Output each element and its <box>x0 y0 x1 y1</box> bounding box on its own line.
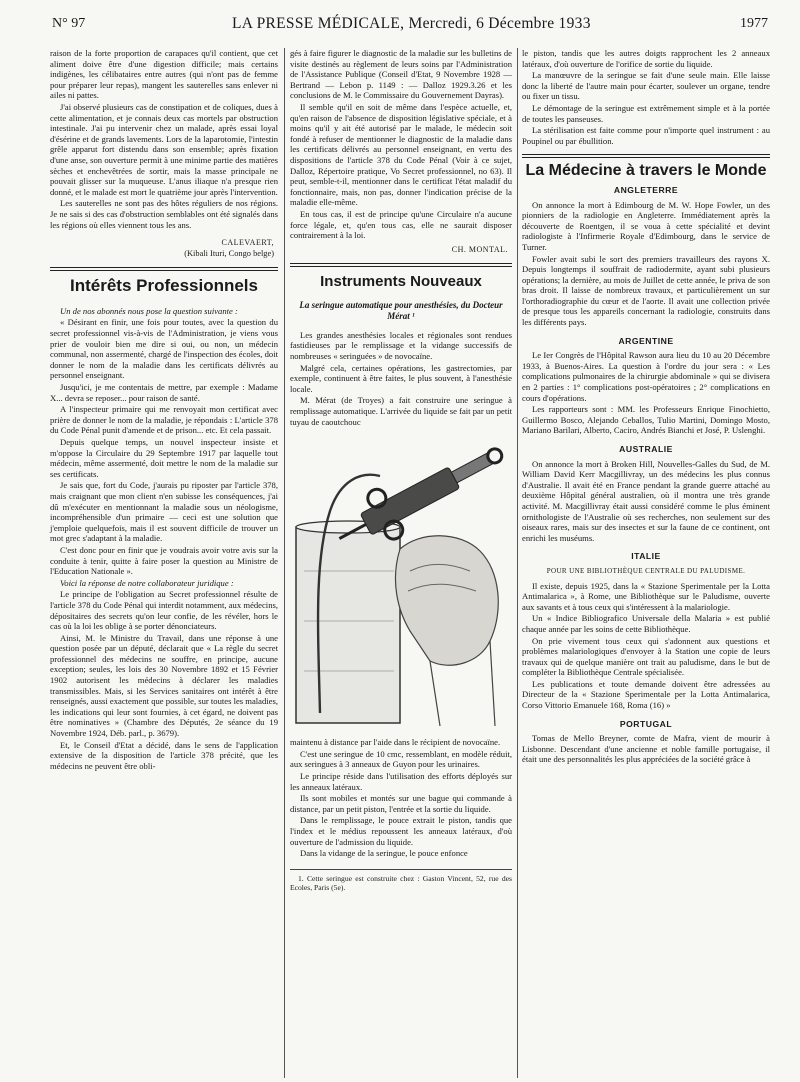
paragraph: Ainsi, M. le Ministre du Travail, dans une réponse à une question posée par un député, déclarait que « La règle du secret professionnel des médecins ne souffre, en principe, aucune exception; seules, les lois des 30 Novembre 1892 et 15 Février 1902 autorisent les médecins à déclarer les maladies transmissibles. Mais, si les Services sanitaires ont intérêt à être renseignés, aussi exactement que possible, sur toutes les maladies, les indications qui leur sont fournies, à cet égard, ne doivent pas être nominatives » (Chambre des Députés, 2e séance du 19 Novembre 1924, Déb. parl., p. 3679). <box>50 632 278 739</box>
reply-intro: Voici la réponse de notre collaborateur juridique : <box>60 577 234 588</box>
country-heading: PORTUGAL <box>619 718 673 729</box>
paragraph: La manœuvre de la seringue se fait d'une seule main. Elle laisse donc la liberté de l'autre main pour écarter, soulever un organe, tendre ou fixer un tissu. <box>522 70 770 102</box>
country-heading: AUSTRALIE <box>619 444 673 454</box>
section-title: La Médecine à travers le Monde <box>525 162 767 180</box>
paragraph: On annonce la mort à Edimbourg de M. W. Hope Fowler, un des pionniers de la radiologie en Angleterre. Immédiatement après la découverte de Roentgen, il se voua à cette spécialité et devint radiologiste à l'Infirmerie Royale d'Edimbourg, dans le service de Turner. <box>522 199 770 252</box>
paragraph: Le démontage de la seringue est extrêmement simple et à la portée de toutes les panseuses. <box>522 102 770 124</box>
paragraph: raison de la forte proportion de carapaces qu'il contient, que cet aliment doive être d'une digestion difficile; mais certains indigènes, les célibataires entre autres (qui n'ont pas de femme pour préparer leur repas), mangent les sauterelles sans enlever ni ailes ni pattes. <box>50 48 278 101</box>
footnote-text: 1. Cette seringue est construite chez : Gaston Vincent, 52, rue des Ecoles, Paris (5e). <box>290 873 512 892</box>
footnote <box>290 869 512 892</box>
paragraph: Un « Indice Bibliografico Universale della Malaria » est publié chaque année par les soins de cette Bibliothèque. <box>522 613 770 634</box>
paragraph: Il semble qu'il en soit de même dans l'espèce actuelle, et, qu'en raison de l'absence de disposition législative spéciale, et à moins qu'il y ait été autorisé par le malade, le médecin soit fondé à refuser de mentionner le diagnostic de la maladie dans les certificats délivrés au personnel enseignant, en vertu des dispositions de l'article 378 du Code Pénal (Voir à ce sujet, Dalloz, Répertoire pratique, Vo Secret professionnel, no 63). Il peut, semble-t-il, mentionner dans le certificat l'état maladif du fonctionnaire, mais, non pas, donner l'indication précise de la maladie elle-même. <box>290 101 512 208</box>
page-number: 1977 <box>740 16 768 31</box>
country-heading: ARGENTINE <box>618 335 674 346</box>
column-3 <box>522 48 770 766</box>
paragraph: On prie vivement tous ceux qui s'adonnent aux questions et problèmes malariologiques d'envoyer à la Station une copie de leurs travaux qui de quelque manière ont trait au paludisme, dans le but de compléter la Bibliothèque Centrale spécialisée. <box>522 635 770 678</box>
country-list <box>522 185 770 765</box>
paragraph: Il existe, depuis 1925, dans la « Stazione Sperimentale per la Lotta Antimalarica », à Rome, une Bibliothèque sur le Paludisme, ouverte aux savants et à tous ceux qui s'intéressent à la malariologie. <box>522 580 770 612</box>
paragraph: Tomas de Mello Breyner, comte de Mafra, vient de mourir à Lisbonne. Descendant d'une ancienne et noble famille portugaise, il était une des personnalités les plus appréciées de la société grâce à <box>522 733 770 765</box>
section-divider <box>290 263 512 267</box>
paragraph: Le principe réside dans l'utilisation des efforts déployés sur les anneaux latéraux. <box>290 771 512 792</box>
column-2 <box>290 48 512 893</box>
paragraph: maintenu à distance par l'aide dans le récipient de novocaïne. <box>290 737 501 748</box>
paragraph: Le Ier Congrès de l'Hôpital Rawson aura lieu du 10 au 20 Décembre 1933, à Buenos-Aires. La question à l'ordre du jour sera : « Les complications pulmonaires de la chirurgie abdominale » qui se divisera en 2 parties : 1° complications post-opératoires ; 2° complications en cours d'opérations. <box>522 350 770 403</box>
author-signature: CH. MONTAL. <box>451 244 508 254</box>
section-title: Intérêts Professionnels <box>69 276 258 296</box>
country-heading: ANGLETERRE <box>613 184 679 195</box>
author-signature: CALEVAERT, <box>221 238 274 248</box>
paragraph: Dans le remplissage, le pouce extrait le piston, tandis que l'index et le médius repoussent les anneaux latéraux, d'où ouverture de l'admission du liquide. <box>290 815 512 847</box>
paragraph: La stérilisation est faite comme pour n'importe quel instrument : au Poupinel ou par ébullition. <box>522 125 770 146</box>
article-subtitle: La seringue automatique pour anesthésies, du Docteur Mérat ¹ <box>299 299 503 321</box>
country-heading: ITALIE <box>631 551 661 562</box>
paragraph: C'est une seringue de 10 cmc, ressemblant, en modèle réduit, aux seringues à 3 anneaux de Guyon pour les urinaires. <box>290 748 512 770</box>
country-subheading: POUR UNE BIBLIOTHÈQUE CENTRALE DU PALUDISME. <box>546 566 746 575</box>
paragraph: A l'inspecteur primaire qui me renvoyait mon certificat avec prière de donner le nom de la maladie, je répondais : L'article 378 du Code Pénal punit d'amende et de prison... etc. Et cela passait. <box>50 404 278 436</box>
paragraph: On annonce la mort à Broken Hill, Nouvelles-Galles du Sud, de M. William David Kerr Macgillivray, un des médecins les plus connus d'Australie. Il avait été en France pendant la grande guerre attaché au deuxième Hôpital général australien, où il montra une très grande activité. M. Macgillivray était aussi considéré comme le plus éminent ornithologiste de l'Australie où ses recherches, non seulement sur des oiseaux rares, mais sur des insectes et sur la faune de ce continent, ont enrichi les muséums. <box>522 458 770 543</box>
syringe-hand-icon <box>290 431 512 731</box>
column-1 <box>50 48 278 772</box>
paragraph: « Désirant en finir, une fois pour toutes, avec la question du secret professionnel vis-à-vis de l'Administration, je viens vous prier de vouloir bien me dire si oui, ou non, un médecin communal, non assermenté, chargé de l'inspection des écoles, doit donner le nom de la maladie dans les certificats délivrés au personnel enseignant. <box>50 317 278 381</box>
column-rule <box>284 48 285 1078</box>
paragraph: Les sauterelles ne sont pas des hôtes réguliers de nos régions. Je ne sais si des cas d'obstruction semblables ont été signalés dans les régions où elles viennent tous les ans. <box>50 198 278 230</box>
paragraph: Malgré cela, certaines opérations, les gastrectomies, par exemple, continuent à être faites, le plus souvent, à l'anesthésie locale. <box>290 362 512 394</box>
paragraph: Dans la vidange de la seringue, le pouce enfonce <box>300 848 468 859</box>
paragraph: Fowler avait subi le sort des premiers travailleurs des rayons X. Depuis longtemps il souffrait de radiodermite, ayant subi plusieurs opérations; la dernière, au mois de Juillet de cette année, le priva de son bras droit. Il laisse de nombreux travaux, et particulièrement un sur l'orthoradiographie du cœur et de l'aorte. Il avait une collection privée de presque tous les appareils concernant la radiologie, construits dans les différents pays. <box>522 253 770 328</box>
paragraph: Le principe de l'obligation au Secret professionnel résulte de l'article 378 du Code Pénal qui interdit notamment, aux médecins, dépositaires des secrets qu'on leur confie, de les révéler, hors le cas où la loi les oblige à se porter dénonciateurs. <box>50 589 278 632</box>
paragraph: Les grandes anesthésies locales et régionales sont rendues fastidieuses par le remplissage et la vidange successifs de nombreuses « seringuées » de novocaïne. <box>290 329 512 362</box>
paragraph: Les rapporteurs sont : MM. les Professeurs Enrique Finochietto, Guillermo Bosco, Alejando Ceballos, Tulio Martini, Domingo Mosto, Mariano Barilari, Alberto, Caciro, Andrés Bianchi et José, P. Uslenghi. <box>522 404 770 436</box>
paragraph: gés à faire figurer le diagnostic de la maladie sur les bulletins de visite destinés au règlement de leurs soins par l'Administration de l'Assistance Publique (Conseil d'Etat, 9 Novembre 1928 — Bertrand — Lebon p. 1149 : — Dalloz 1929.3.26 et les conclusions de M. le Commissaire du Gouvernement Dayras). <box>290 48 512 101</box>
paragraph: Et, le Conseil d'Etat a décidé, dans le sens de l'application extensive de la disposition de l'article 378 précité, que les médecins ne peuvent être obli- <box>50 739 278 771</box>
paragraph: Je sais que, fort du Code, j'aurais pu riposter par l'article 378, mais craignant que mon client n'en subisse les conséquences, j'ai dû m'exécuter en mentionnant la maladie sous un néologisme, incompréhensible d'un primaire — ceci est une solution que j'emploie quelquefois, mais il est souvent difficile de trouver un mot grec s'adaptant à la maladie. <box>50 480 278 544</box>
paragraph: C'est donc pour en finir que je voudrais avoir votre avis sur la conduite à tenir, quitte à faire poser la question au Ministre de l'Education Nationale ». <box>50 544 278 577</box>
section-title: Instruments Nouveaux <box>320 273 482 291</box>
column-rule <box>517 48 518 1078</box>
paragraph: Jusqu'ici, je me contentais de mettre, par exemple : Madame X... devra se reposer... pour raison de santé. <box>50 382 278 403</box>
paragraph: J'ai observé plusieurs cas de constipation et de coliques, dues à cette alimentation, et je connais deux cas mortels par obstruction intestinale. J'ai pu intervenir chez un malade, après essai loyal d'ésérine et de grands lavements. Lors de la laparotomie, l'intestin grêle apparut fort distendu dans son ensemble; après fixation d'une anse, son ouverture permit à une minime partie des matières sèches et enchevêtrées de sortir, mais la masse principale ne pouvait glisser sur la muqueuse. L'anus iliaque n'a presque rien donné, et le malade est mort le quatrième jour après l'intervention. <box>50 101 278 197</box>
author-location: (Kibali Ituri, Congo belge) <box>184 248 274 258</box>
paragraph: En tous cas, il est de principe qu'une Circulaire n'a aucune force légale, et, qu'en tous cas, elle ne saurait disposer contrairement à la loi. <box>290 208 512 241</box>
intro-text: Un de nos abonnés nous pose la question suivante : <box>60 305 238 316</box>
paragraph: Les publications et toute demande doivent être adressées au Directeur de la « Stazione Sperimentale per la Lotta Antimalarica, Corso Vittorio Emanuele 168, Roma (16) » <box>522 678 770 711</box>
paragraph: M. Mérat (de Troyes) a fait construire une seringue à remplissage automatique. L'arrivée du liquide se fait par un petit tuyau de caoutchouc <box>290 395 512 427</box>
paragraph: Ils sont mobiles et montés sur une bague qui commande à distance, par un petit piston, l'entrée et la sortie du liquide. <box>290 793 512 814</box>
paragraph: Depuis quelque temps, un nouvel inspecteur insiste et m'oppose la Circulaire du 29 Septembre 1917 par laquelle tout médecin, même assermenté, doit mettre le nom de la maladie sur ses certificats. <box>50 437 278 479</box>
paragraph: le piston, tandis que les autres doigts rapprochent les 2 anneaux latéraux, d'où ouverture de l'orifice de sortie du liquide. <box>522 48 770 69</box>
issue-number: N° 97 <box>52 16 86 31</box>
page-header <box>52 14 768 36</box>
journal-title: LA PRESSE MÉDICALE, Mercredi, 6 Décembre 1933 <box>232 15 591 32</box>
section-divider <box>522 154 770 158</box>
section-divider <box>50 267 278 271</box>
